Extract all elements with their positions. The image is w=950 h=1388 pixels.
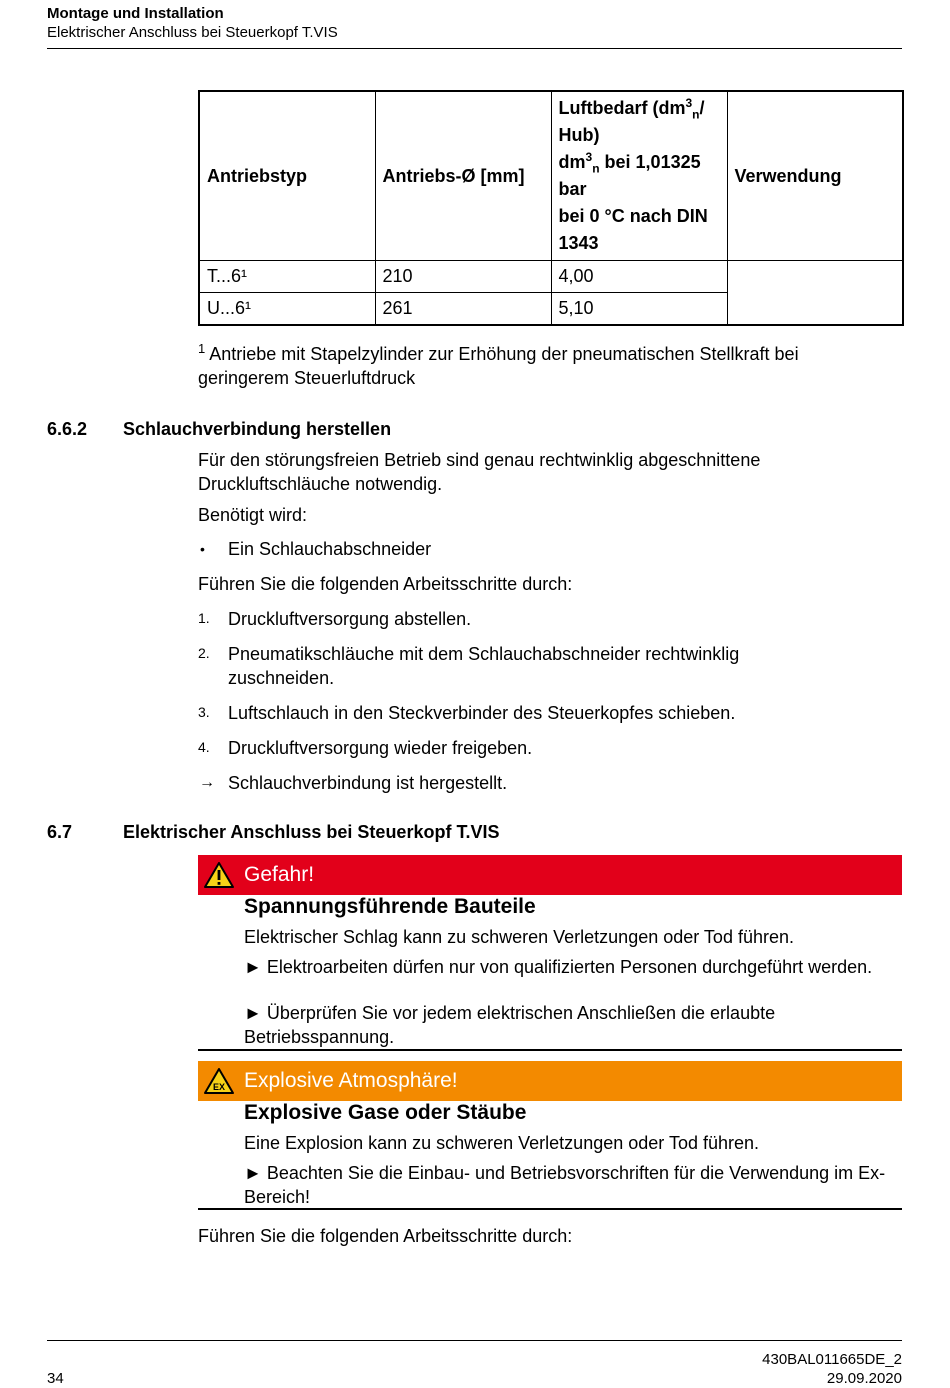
bullet-marker: • xyxy=(200,541,205,557)
section-title: Schlauchverbindung herstellen xyxy=(123,419,392,439)
danger-action: ► Elektroarbeiten dürfen nur von qualifizierten Personen durchgeführt werden. xyxy=(244,957,873,977)
footer-divider xyxy=(47,1340,902,1341)
result-arrow-icon: → xyxy=(199,774,215,791)
table-header-drive-type: Antriebstyp xyxy=(199,91,375,261)
section-number: 6.7 xyxy=(47,822,73,842)
list-item: Ein Schlauchabschneider xyxy=(228,539,432,559)
table-cell-diameter: 261 xyxy=(375,293,551,326)
table-header-air-demand: Luftbedarf ($dm^3_n/$ Hub) $dm^3_n$ bei 1,01325 bar bei 0 °C nach DIN 1343 xyxy=(551,91,727,261)
step-text: Druckluftversorgung wieder freigeben. xyxy=(228,738,533,758)
step-text: Druckluftversorgung abstellen. xyxy=(228,609,472,629)
explosive-heading: Explosive Gase oder Stäube xyxy=(244,1101,527,1124)
closing-steps-intro: Führen Sie die folgenden Arbeitsschritte durch: xyxy=(198,1226,573,1246)
step-number: 3. xyxy=(198,704,210,720)
air-demand-table xyxy=(198,90,904,326)
danger-banner xyxy=(198,855,902,895)
ex-warning-icon xyxy=(203,1067,235,1095)
step-text: Luftschlauch in den Steckverbinder des Steuerkopfes schieben. xyxy=(228,703,736,723)
steps-intro: Führen Sie die folgenden Arbeitsschritte durch: xyxy=(198,574,573,594)
explosive-label: Explosive Atmosphäre! xyxy=(244,1069,458,1092)
table-cell-diameter: 210 xyxy=(375,261,551,293)
table-header-usage: Verwendung xyxy=(727,91,903,261)
explosive-action: ► Beachten Sie die Einbau- und Betriebsvorschriften für die Verwendung im Ex-Bereich! xyxy=(244,1163,886,1207)
document-id: 430BAL011665DE_2 xyxy=(762,1351,902,1368)
warning-triangle-icon xyxy=(203,861,235,889)
section-number: 6.6.2 xyxy=(47,419,88,439)
table-row xyxy=(199,261,903,293)
danger-text: Elektrischer Schlag kann zu schweren Verletzungen oder Tod führen. xyxy=(244,927,794,947)
section-title: Elektrischer Anschluss bei Steuerkopf T.VIS xyxy=(123,822,500,842)
step-number: 4. xyxy=(198,739,210,755)
ex-icon-text: EX xyxy=(212,1082,226,1092)
table-header-diameter: Antriebs-Ø [mm] xyxy=(375,91,551,261)
document-date: 29.09.2020 xyxy=(826,1370,902,1387)
step-result: Schlauchverbindung ist hergestellt. xyxy=(228,773,508,793)
explosive-text: Eine Explosion kann zu schweren Verletzungen oder Tod führen. xyxy=(244,1133,760,1153)
table-footnote xyxy=(198,342,888,390)
explosive-bottom-rule xyxy=(198,1208,902,1210)
danger-action: ► Überprüfen Sie vor jedem elektrischen Anschließen die erlaubte Betriebsspannung. xyxy=(244,1003,776,1047)
step-number: 2. xyxy=(198,645,210,661)
footnote-text: Antriebe mit Stapelzylinder zur Erhöhung der pneumatischen Stellkraft bei geringerem Steuerluftdruck xyxy=(198,344,799,388)
section-intro: Für den störungsfreien Betrieb sind genau rechtwinklig abgeschnittene Druckluftschläuche notwendig. xyxy=(198,450,761,494)
explosive-banner xyxy=(198,1061,902,1101)
needed-label: Benötigt wird: xyxy=(198,505,308,525)
running-header-subtitle: Elektrischer Anschluss bei Steuerkopf T.VIS xyxy=(47,24,338,41)
table-cell-air: 4,00 xyxy=(551,261,727,293)
footnote-marker: 1 xyxy=(198,341,206,356)
table-cell-air: 5,10 xyxy=(551,293,727,326)
step-number: 1. xyxy=(198,610,210,626)
page-number: 34 xyxy=(47,1370,64,1387)
danger-bottom-rule xyxy=(198,1049,902,1051)
danger-label: Gefahr! xyxy=(244,863,315,886)
step-text: Pneumatikschläuche mit dem Schlauchabschneider rechtwinklig zuschneiden. xyxy=(228,644,740,688)
running-header-title: Montage und Installation xyxy=(47,5,224,22)
table-header-row xyxy=(199,91,903,261)
header-divider xyxy=(47,48,902,49)
table-cell-type: U...6¹ xyxy=(199,293,375,326)
danger-heading: Spannungsführende Bauteile xyxy=(244,895,536,918)
table-cell-usage xyxy=(727,261,903,326)
table-cell-type: T...6¹ xyxy=(199,261,375,293)
